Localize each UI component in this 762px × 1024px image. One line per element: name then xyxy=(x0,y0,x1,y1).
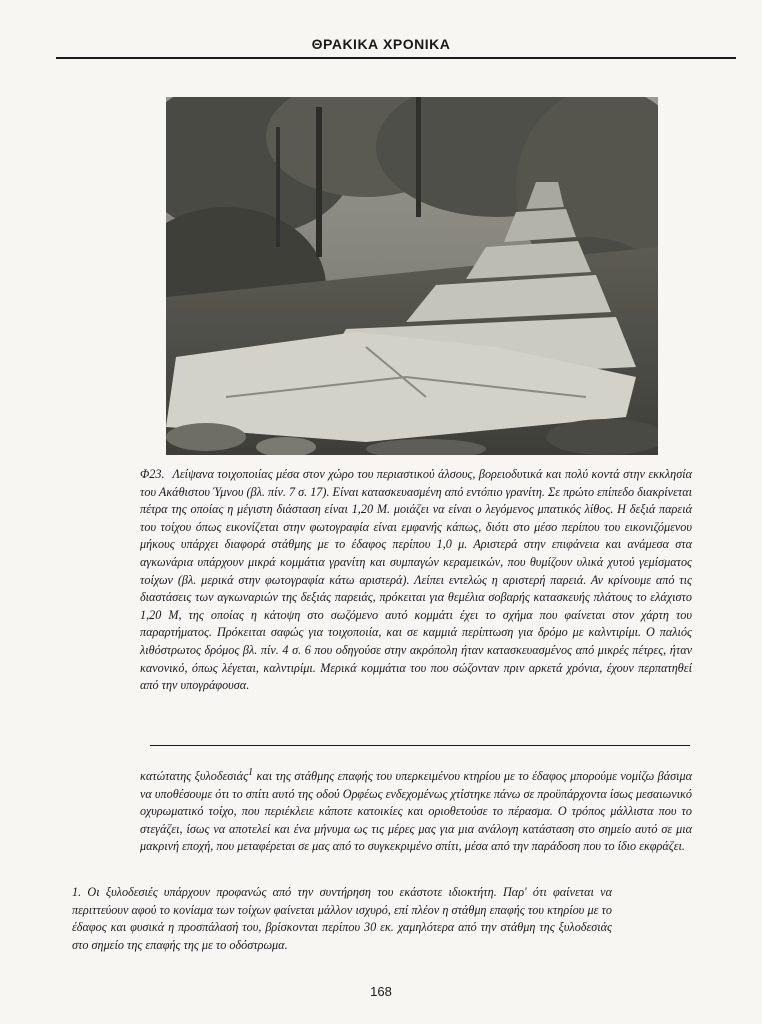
body-text-start: κατώτατης ξυλοδεσιάς xyxy=(140,769,249,784)
page-number: 168 xyxy=(370,984,392,999)
body-text-rest: και της στάθμης επαφής του υπερκειμένου κτηρίου με το έδαφος μπορούμε νομίζω βάσιμα να υποθέσουμε ότι το σπίτι αυτό της οδού Ορφέως ενδεχομένως χτίστηκε πάνω σε προϋπάρχοντα ίσως μεσαιωνικό οχυρωματικό τοίχο, που περιέκλειε κάποτε κατοικίες και οριοθετούσε το πέρασμα. Ο τρόπος μάλλιστα που το στεγάζει, ίσως να αποτελεί και ένα μήνυμα ως τις μέρες μας για μια ανάλογη κατάσταση στο σημείο αυτό σε μια μακρινή εποχή, που μεταφέρεται σε μας από το συγκεκριμένο σπίτι, μέσα από την παράδοση που το ίδιο εκφράζει. xyxy=(140,769,692,854)
figure-photo xyxy=(166,97,658,455)
footnote-marker: 1 xyxy=(248,767,254,778)
stone-wall-photo xyxy=(166,97,658,455)
figure-caption-text: Λείψανα τοιχοποιίας μέσα στον χώρο του περιαστικού άλσους, βορειοδυτικά και πολύ κοντά στην εκκλησία του Ακάθιστου Ύμνου (βλ. πίν. 7 σ. 17). Είναι κατασκευασμένη από εντόπιο γρανίτη. Σε πρώτο επίπεδο διακρίνεται πέτρα της οποίας η μέγιστη διάσταση είναι 1,20 Μ. μοιάζει να είναι ο λεγόμενος μπατικός λίθος. Η δεξιά παρειά του τοίχου όπως εικονίζεται στην φωτογραφία είναι εμφανής κάπως, διότι στο μέσο περίπου του εικονιζόμενου μήκους υπάρχει διαφορά στάθμης με το έδαφος περίπου 1,0 μ. Αριστερά στην επιφάνεια και ανάμεσα στα αγκωνάρια υπάρχουν μικρά κομμάτια γρανίτη και συμπαγών κεραμεικών, που θυμίζουν υλικά χυτού γεμίσματος τοίχων (βλ. μερικά στην φωτογραφία κάτω αριστερά). Λείπει εντελώς η αριστερή παρειά. Αν κρίνουμε από τις διαστάσεις των αγκωναριών της δεξιάς παρειάς, πρόκειται για θεμέλια σοβαρής κατασκευής πλάτους το ελάχιστο 1,20 Μ, της οποίας η κάτοψη στο σωζόμενο αυτό κομμάτι έχει το σχήμα που φαίνεται στον χάρτη του παραρτήματος. Πρόκειται σαφώς για τοιχοποιία, και σε καμμιά περίπτωση για δρόμο με καλντιρίμι. Ο παλιός λιθόστρωτος δρόμος βλ. πίν. 4 σ. 6 που οδηγούσε στην ακρόπολη ήταν κατασκευασμένος από μικρές πέτρες, ήταν κανονικό, όπως λέγεται, καλντιρίμι. Μερικά κομμάτια του που σώζονταν πριν αρκετά χρόνια, έχουν περπατηθεί από την υπογράφουσα. xyxy=(140,467,692,693)
section-divider xyxy=(150,745,690,746)
running-header: ΘΡΑΚΙΚΑ ΧΡΟΝΙΚΑ xyxy=(311,36,451,52)
body-paragraph xyxy=(140,764,692,856)
header-rule xyxy=(56,57,736,59)
footnote: 1. Οι ξυλοδεσιές υπάρχουν προφανώς από την συντήρηση του εκάστοτε ιδιοκτήτη. Παρ' ότι φαίνεται να περιττεύουν αφού το κονίαμα των τοίχων φαίνεται μάλλον ισχυρό, επί πλέον η στάθμη επαφής του κτηρίου με το έδαφος και φυσικά η προσπάλασή του, βρίσκονται περίπου 30 εκ. χαμηλότερα από την στάθμη της ξυλοδεσιάς στο σημείο της επαφής της με το οδόστρωμα. xyxy=(72,885,612,952)
figure-label: Φ23. xyxy=(140,467,165,481)
figure-caption xyxy=(140,466,692,695)
